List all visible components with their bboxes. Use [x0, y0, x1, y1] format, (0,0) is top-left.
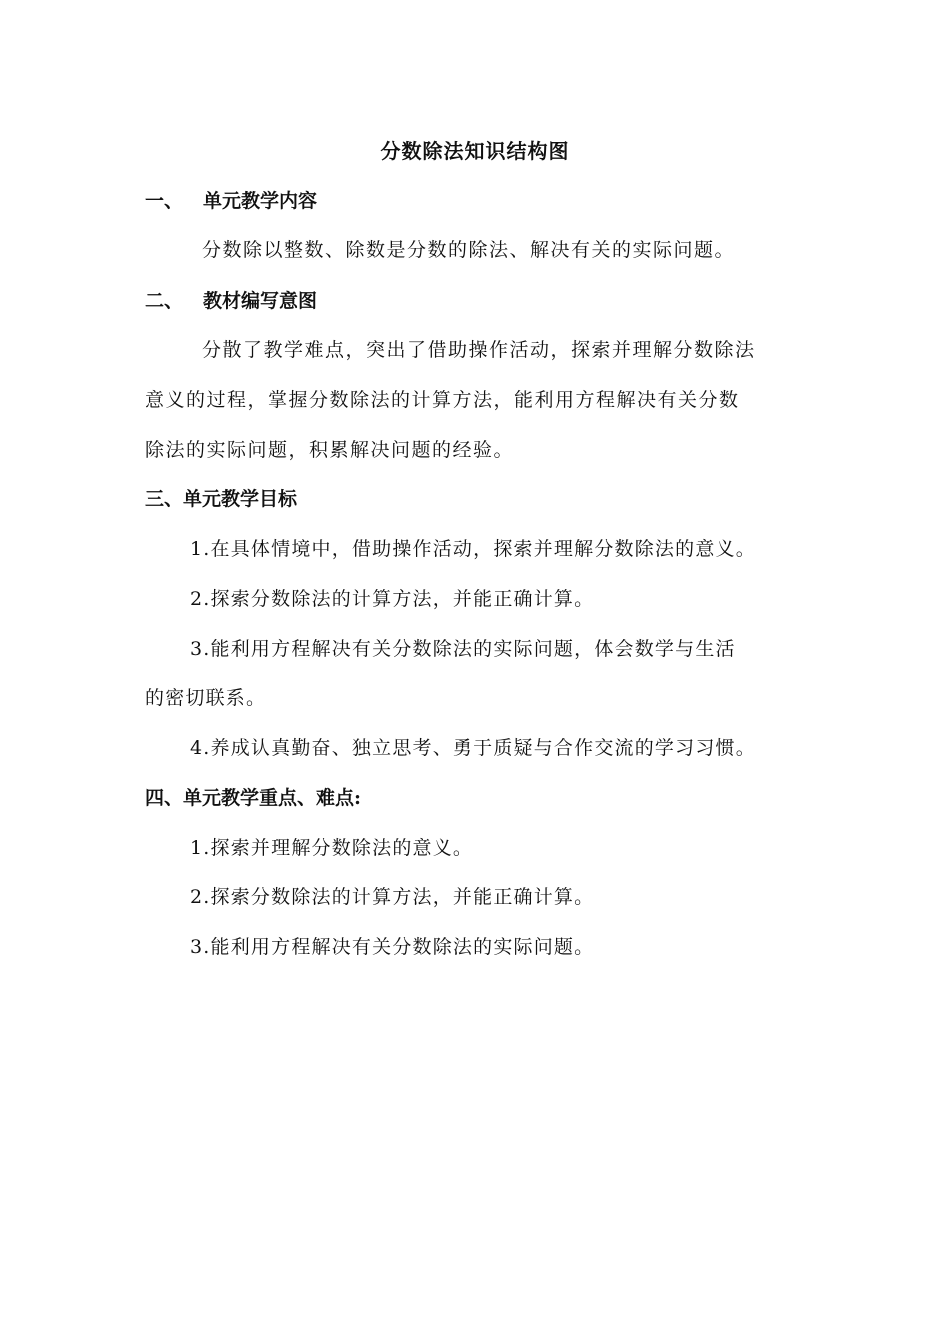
- section-3-item-1: 1.在具体情境中，借助操作活动，探索并理解分数除法的意义。: [190, 538, 756, 560]
- section-2-title: 教材编写意图: [203, 290, 318, 312]
- section-2-line-1: 分散了教学难点，突出了借助操作活动，探索并理解分数除法: [202, 339, 756, 361]
- section-1-number: 一、: [145, 190, 184, 212]
- section-1-body: [145, 225, 810, 275]
- section-4-item-3: 3.能利用方程解决有关分数除法的实际问题。: [190, 936, 595, 958]
- section-2-line-3: 除法的实际问题，积累解决问题的经验。: [145, 439, 515, 461]
- document-title: 分数除法知识结构图: [380, 139, 570, 163]
- section-2-number: 二、: [145, 290, 184, 312]
- section-3-item-4: 4.养成认真勤奋、独立思考、勇于质疑与合作交流的学习习惯。: [190, 737, 756, 759]
- section-1-heading: [145, 187, 317, 215]
- section-4-item-2: 2.探索分数除法的计算方法，并能正确计算。: [190, 886, 595, 908]
- section-2-line-2: 意义的过程，掌握分数除法的计算方法，能利用方程解决有关分数: [145, 389, 740, 411]
- section-3-item-3-cont: 的密切联系。: [145, 687, 267, 709]
- section-1-line-1: 分数除以整数、除数是分数的除法、解决有关的实际问题。: [202, 239, 736, 261]
- section-2-heading: [145, 287, 317, 315]
- section-3-item-3: 3.能利用方程解决有关分数除法的实际问题，体会数学与生活: [190, 638, 736, 660]
- section-1-title: 单元教学内容: [203, 190, 318, 212]
- section-3-heading: 三、单元教学目标: [145, 488, 298, 510]
- section-3-item-2: 2.探索分数除法的计算方法，并能正确计算。: [190, 588, 595, 610]
- section-4-heading: 四、单元教学重点、难点:: [145, 787, 362, 809]
- section-4-item-1: 1.探索并理解分数除法的意义。: [190, 837, 474, 859]
- section-2-body: [145, 325, 810, 475]
